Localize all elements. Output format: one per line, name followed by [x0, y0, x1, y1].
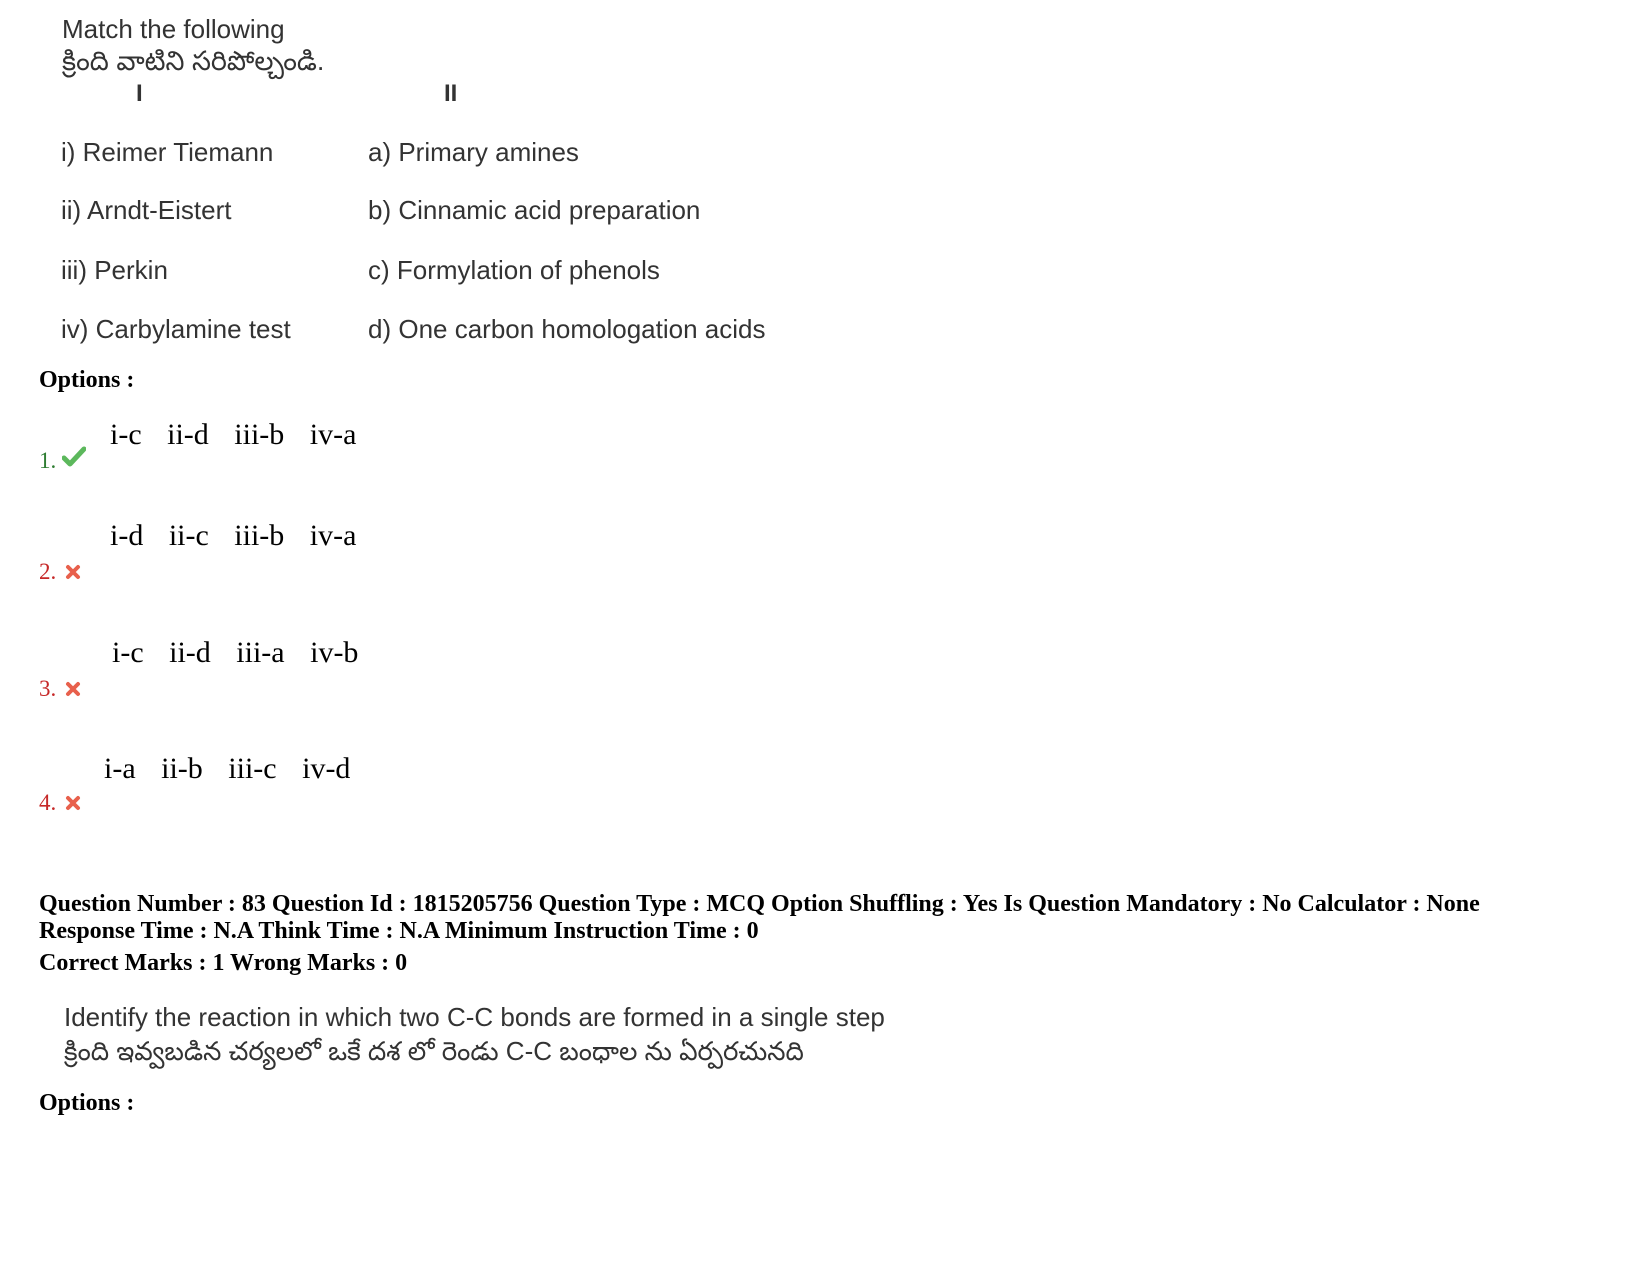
right-item-a: a) Primary amines [368, 137, 579, 167]
option-2-number: 2. [39, 559, 57, 584]
option-3-text: i-c ii-d iii-a iv-b [112, 636, 359, 669]
cross-icon [65, 564, 81, 580]
option-1-number: 1. [39, 448, 57, 473]
left-item-3: iii) Perkin [61, 255, 168, 285]
cross-icon [65, 795, 81, 811]
right-item-b: b) Cinnamic acid preparation [368, 195, 701, 225]
question-meta-line-2: Response Time : N.A Think Time : N.A Minimum Instruction Time : 0 [39, 918, 759, 944]
question-2-prompt-telugu: క్రింది ఇవ్వబడిన చర్యలలో ఒకే దశ లో రెండు C-C బంధాల ను ఏర్పరచునది [64, 1036, 804, 1066]
check-icon [62, 446, 86, 468]
options-label-2: Options : [39, 1090, 135, 1116]
option-4-text: i-a ii-b iii-c iv-d [104, 752, 351, 785]
right-item-c: c) Formylation of phenols [368, 255, 660, 285]
left-item-1: i) Reimer Tiemann [61, 137, 274, 167]
option-3-number: 3. [39, 676, 57, 701]
option-2-text: i-d ii-c iii-b iv-a [110, 519, 357, 552]
question-2-prompt-english: Identify the reaction in which two C-C bonds are formed in a single step [64, 1002, 885, 1032]
right-item-d: d) One carbon homologation acids [368, 314, 766, 344]
question-prompt-english: Match the following [62, 14, 285, 44]
column-header-i: I [136, 80, 143, 107]
option-1-text: i-c ii-d iii-b iv-a [110, 418, 357, 451]
question-meta-line-1: Question Number : 83 Question Id : 1815205756 Question Type : MCQ Option Shuffling : Yes Is Question Mandatory : No Calculator : None [39, 891, 1480, 917]
left-item-4: iv) Carbylamine test [61, 314, 291, 344]
marks-line: Correct Marks : 1 Wrong Marks : 0 [39, 950, 408, 976]
cross-icon [65, 681, 81, 697]
options-label: Options : [39, 367, 135, 393]
left-item-2: ii) Arndt-Eistert [61, 195, 232, 225]
question-prompt-telugu: క్రింది వాటిని సరిపోల్చండి. [62, 46, 325, 76]
option-4-number: 4. [39, 790, 57, 815]
column-header-ii: II [444, 80, 458, 107]
